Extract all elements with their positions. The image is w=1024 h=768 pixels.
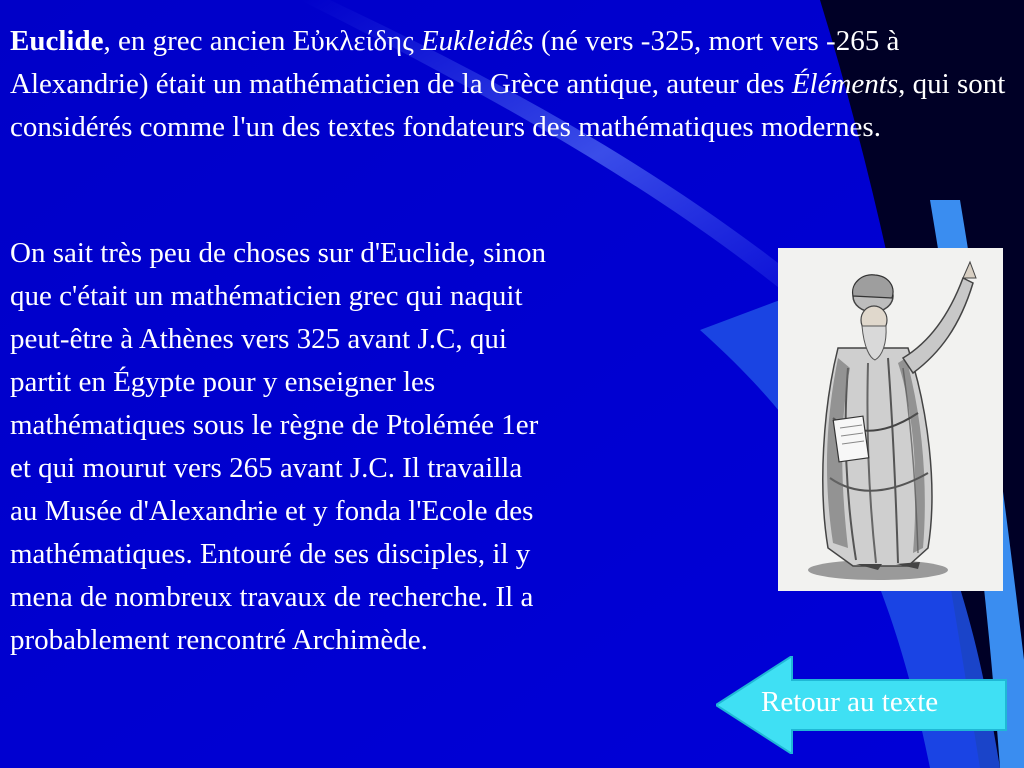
body-line: et qui mourut vers 265 avant J.C. Il travailla (10, 452, 523, 484)
intro-paragraph (10, 20, 1020, 149)
body-line: mena de nombreux travaux de recherche. Il a (10, 581, 534, 613)
body-line: mathématiques. Entouré de ses disciples, il y (10, 538, 531, 570)
body-line: mathématiques sous le règne de Ptolémée 1er (10, 409, 539, 441)
euclid-portrait-image (778, 248, 1003, 591)
intro-text-2: (né vers -325, mort vers -265 à Alexandrie) était un mathématicien de la Grèce antique, auteur des (10, 25, 900, 100)
title-name: Euclide (10, 25, 104, 57)
intro-work-title: Éléments (791, 68, 899, 100)
intro-text-3: , qui sont considérés comme l'un des textes fondateurs des mathématiques modernes. (10, 68, 1006, 143)
body-line: On sait très peu de choses sur d'Euclide, sinon (10, 237, 546, 269)
intro-text-1: , en grec ancien Εὐκλείδης (103, 25, 421, 57)
back-button-label: Retour au texte (761, 686, 939, 718)
body-line: au Musée d'Alexandrie et y fonda l'Ecole des (10, 495, 534, 527)
body-line: probablement rencontré Archimède. (10, 624, 428, 656)
back-to-text-button[interactable] (716, 656, 1010, 754)
body-line: peut-être à Athènes vers 325 avant J.C, qui (10, 323, 507, 355)
body-line: que c'était un mathématicien grec qui naquit (10, 280, 523, 312)
body-paragraph (10, 232, 755, 662)
intro-latin-name: Eukleidês (420, 25, 534, 57)
body-line: partit en Égypte pour y enseigner les (10, 366, 436, 398)
